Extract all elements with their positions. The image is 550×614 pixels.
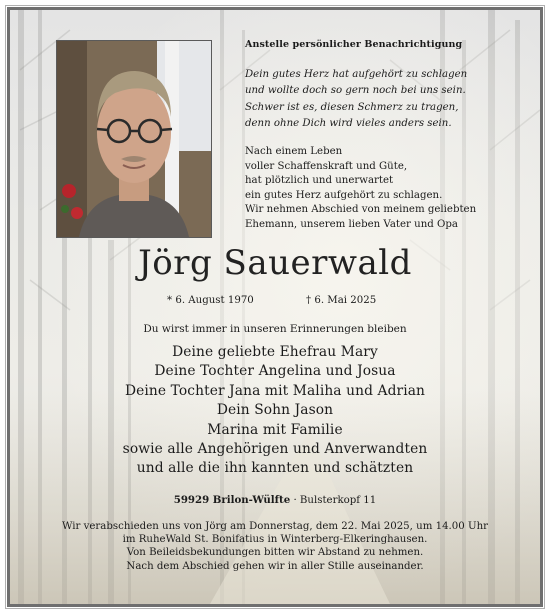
portrait-photo [56, 40, 212, 238]
life-line: voller Schaffenskraft und Güte, [245, 160, 408, 172]
mourner-line: sowie alle Angehörigen und Anverwandten [122, 441, 428, 458]
life-line: ein gutes Herz aufgehört zu schlagen. [245, 189, 443, 201]
funeral-line: Wir verabschieden uns von Jörg am Donnerstag, dem 22. Mai 2025, um 14.00 Uhr [61, 521, 489, 532]
mourners-list [10, 343, 540, 479]
address-city: 59929 Brilon-Wülfte [173, 494, 291, 506]
life-line: Nach einem Leben [245, 146, 343, 157]
obituary-card [7, 7, 543, 607]
mourner-line: und alle die ihn kannten und schätzten [136, 460, 414, 477]
mourner-line: Deine Tochter Angelina und Josua [154, 363, 396, 380]
funeral-line: Von Beileidsbekundungen bitten wir Abstand zu nehmen. [126, 547, 424, 559]
mourning-address [10, 494, 540, 506]
death-date: † 6. Mai 2025 [306, 295, 377, 306]
life-line: Ehemann, unserem lieben Vater und Opa [245, 218, 458, 230]
poem [245, 67, 535, 132]
life-text [245, 145, 535, 233]
poem-line: Schwer ist es, diesen Schmerz zu tragen, [245, 101, 459, 113]
notice-header: Anstelle persönlicher Benachrichtigung [245, 39, 463, 50]
address-separator: · [290, 495, 300, 506]
life-line: hat plötzlich und unerwartet [245, 175, 394, 187]
life-line: Wir nehmen Abschied von meinem geliebten [245, 204, 477, 216]
poem-line: denn ohne Dich wird vieles anders sein. [245, 117, 452, 129]
address-street: Bulsterkopf 11 [299, 495, 377, 506]
mourner-line: Dein Sohn Jason [216, 402, 334, 419]
poem-line: und wollte doch so gern noch bei uns sein. [245, 85, 466, 97]
mourner-line: Marina mit Familie [207, 421, 343, 438]
funeral-line: Nach dem Abschied gehen wir in aller Stille auseinander. [126, 560, 424, 572]
mourner-line: Deine geliebte Ehefrau Mary [172, 344, 378, 360]
poem-line: Dein gutes Herz hat aufgehört zu schlagen [245, 69, 468, 80]
birth-date: * 6. August 1970 [167, 295, 254, 306]
memory-line: Du wirst immer in unseren Erinnerungen bleiben [143, 323, 407, 335]
funeral-line: im RuheWald St. Bonifatius in Winterberg-Elkeringhausen. [122, 534, 428, 546]
funeral-info [10, 520, 540, 573]
mourner-line: Deine Tochter Jana mit Maliha und Adrian [124, 382, 426, 399]
deceased-name: Jörg Sauerwald [138, 243, 412, 283]
